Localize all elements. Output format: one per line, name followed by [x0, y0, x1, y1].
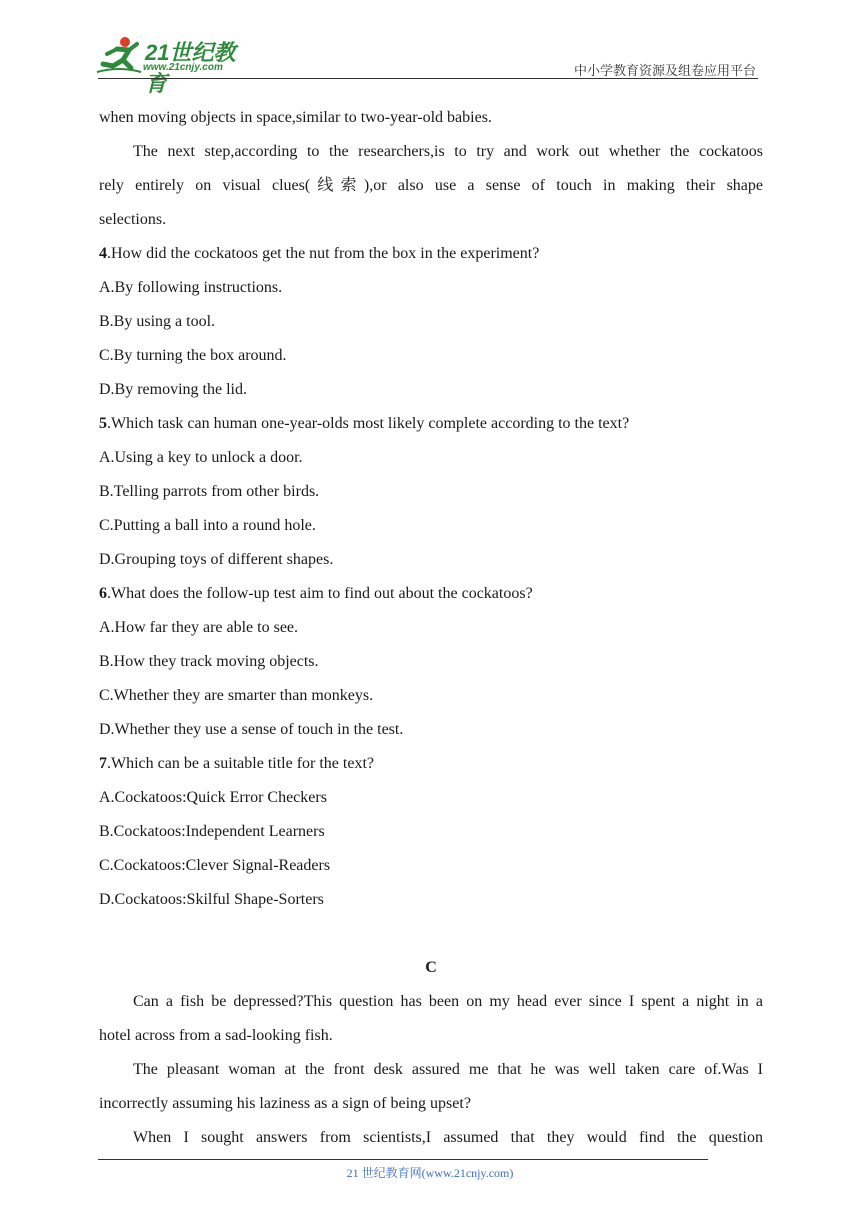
- question-6-option-d: D.Whether they use a sense of touch in the test.: [99, 721, 404, 738]
- section-heading: C: [425, 959, 437, 976]
- question-number: 6: [99, 585, 107, 602]
- question-6-option-b: B.How they track moving objects.: [99, 653, 319, 670]
- passage-line: hotel across from a sad-looking fish.: [99, 1027, 333, 1044]
- question-7-option-a: A.Cockatoos:Quick Error Checkers: [99, 789, 327, 806]
- question-4-option-a: A.By following instructions.: [99, 279, 283, 296]
- question-number: 5: [99, 415, 107, 432]
- logo-url: www.21cnjy.com: [143, 62, 223, 73]
- passage-line: incorrectly assuming his laziness as a sign of being upset?: [99, 1095, 471, 1112]
- document-body: [99, 101, 763, 1155]
- question-5-option-b: B.Telling parrots from other birds.: [99, 483, 320, 500]
- passage-line: when moving objects in space,similar to two-year-old babies.: [99, 109, 492, 126]
- passage-line: selections.: [99, 211, 167, 228]
- question-6-option-c: C.Whether they are smarter than monkeys.: [99, 687, 374, 704]
- question-text: .Which task can human one-year-olds most likely complete according to the text?: [107, 415, 630, 432]
- question-4-option-b: B.By using a tool.: [99, 313, 216, 330]
- question-5-option-d: D.Grouping toys of different shapes.: [99, 551, 334, 568]
- question-4-option-c: C.By turning the box around.: [99, 347, 287, 364]
- page-footer: 21 世纪教育网(www.21cnjy.com): [346, 1166, 514, 1180]
- logo-wordmark: 21世纪教育: [145, 40, 236, 96]
- question-7-stem: [99, 747, 763, 781]
- passage-line: Can a fish be depressed?This question has been on my head ever since I spent a night in a: [133, 993, 763, 1010]
- question-5-option-a: A.Using a key to unlock a door.: [99, 449, 303, 466]
- question-number: 4: [99, 245, 107, 262]
- question-text: .Which can be a suitable title for the text?: [107, 755, 374, 772]
- header-divider: [98, 78, 758, 79]
- question-5-option-c: C.Putting a ball into a round hole.: [99, 517, 316, 534]
- question-number: 7: [99, 755, 107, 772]
- passage-line: The pleasant woman at the front desk assured me that he was well taken care of.Was I: [133, 1061, 763, 1078]
- question-7-option-c: C.Cockatoos:Clever Signal-Readers: [99, 857, 331, 874]
- question-text: .What does the follow-up test aim to find out about the cockatoos?: [107, 585, 533, 602]
- passage-line: The next step,according to the researchers,is to try and work out whether the cockatoos: [133, 143, 763, 160]
- page-header: [0, 0, 860, 96]
- question-6-option-a: A.How far they are able to see.: [99, 619, 299, 636]
- question-4-option-d: D.By removing the lid.: [99, 381, 247, 398]
- question-7-option-d: D.Cockatoos:Skilful Shape-Sorters: [99, 891, 324, 908]
- runner-logo-icon: [95, 36, 143, 76]
- question-5-stem: [99, 407, 763, 441]
- passage-line: When I sought answers from scientists,I assumed that they would find the question: [133, 1129, 763, 1146]
- question-6-stem: [99, 577, 763, 611]
- footer-divider: [98, 1159, 708, 1160]
- question-text: .How did the cockatoos get the nut from the box in the experiment?: [107, 245, 540, 262]
- platform-name: 中小学教育资源及组卷应用平台: [573, 64, 756, 79]
- section-spacer: [99, 917, 763, 951]
- site-logo: [95, 36, 255, 96]
- question-7-option-b: B.Cockatoos:Independent Learners: [99, 823, 325, 840]
- passage-line: rely entirely on visual clues(线索),or also use a sense of touch in making their shape: [99, 177, 763, 194]
- question-4-stem: [99, 237, 763, 271]
